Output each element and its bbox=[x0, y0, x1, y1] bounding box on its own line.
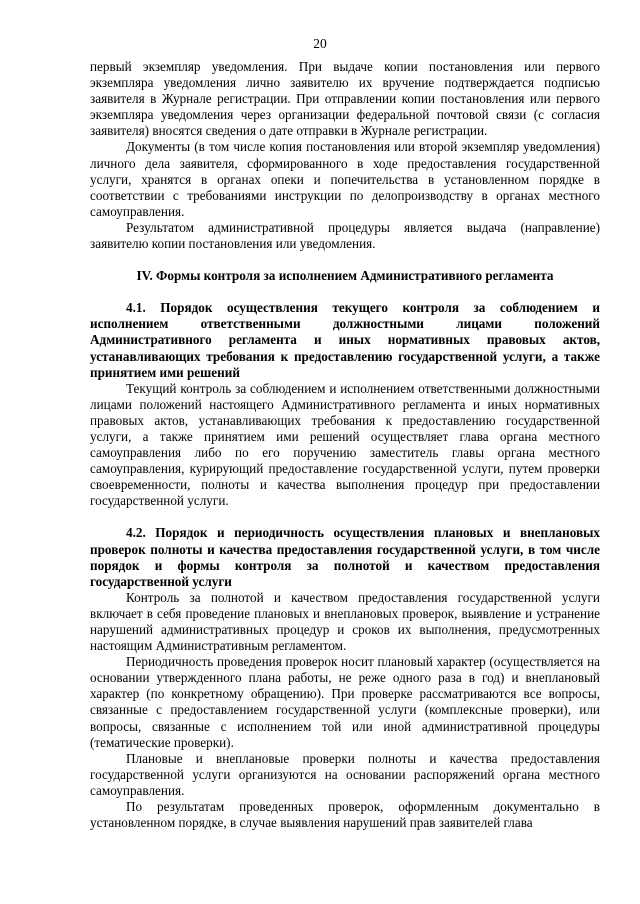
subsection-heading: 4.1. Порядок осуществления текущего контроля за соблюдением и исполнением ответственными должностными лицами положений Административного регламента и иных нормативных правовых актов, устанавливающих требования к предоставлению государственной услуги, а также принятием ими решений bbox=[90, 300, 600, 380]
paragraph: Текущий контроль за соблюдением и исполнением ответственными должностными лицами положений настоящего Административного регламента и иных нормативных правовых актов, устанавливающих требования к предоставлению государственной услуги, а также принятием ими решений осуществляет глава органа местного самоуправления либо по его поручению заместитель главы органа местного самоуправления, курирующий предоставление государственной услуги, путем проверки своевременности, полноты и качества выполнения процедур при предоставлении государственной услуги. bbox=[90, 380, 600, 509]
subsection-heading: 4.2. Порядок и периодичность осуществления плановых и внеплановых проверок полноты и качества предоставления государственной услуги, в том числе порядок и формы контроля за полнотой и качеством предоставления государственной услуги bbox=[90, 525, 600, 589]
paragraph: Плановые и внеплановые проверки полноты и качества предоставления государственной услуги организуются на основании распоряжений органа местного самоуправления. bbox=[90, 750, 600, 798]
paragraph: Результатом административной процедуры является выдача (направление) заявителю копии постановления или уведомления. bbox=[90, 219, 600, 252]
paragraph: Периодичность проведения проверок носит плановый характер (осуществляется на основании утвержденного плана работы, не реже одного раза в год) и внеплановый характер (по конкретному обращению). При проверке рассматриваются все вопросы, связанные с предоставлением государственной услуги (комплексные проверки), или вопросы, связанные с исполнением той или иной административной процедуры (тематические проверки). bbox=[90, 654, 600, 750]
spacer bbox=[90, 509, 600, 525]
document-body bbox=[90, 59, 600, 831]
paragraph: Документы (в том числе копия постановления или второй экземпляр уведомления) личного дела заявителя, сформированного в ходе предоставления государственной услуги, хранятся в органах опеки и попечительства в установленном порядке в соответствии с требованиями инструкции по делопроизводству в органах местного самоуправления. bbox=[90, 139, 600, 219]
spacer bbox=[90, 284, 600, 300]
paragraph: Контроль за полнотой и качеством предоставления государственной услуги включает в себя проведение плановых и внеплановых проверок, выявление и устранение нарушений административных процедур и сроков их выполнения, предусмотренных настоящим Административным регламентом. bbox=[90, 589, 600, 654]
page-number: 20 bbox=[313, 36, 327, 51]
spacer bbox=[90, 252, 600, 268]
section-heading: IV. Формы контроля за исполнением Административного регламента bbox=[136, 268, 554, 284]
paragraph: По результатам проведенных проверок, оформленным документально в установленном порядке, в случае выявления нарушений прав заявителей глава bbox=[90, 799, 600, 831]
paragraph: первый экземпляр уведомления. При выдаче копии постановления или первого экземпляра уведомления лично заявителю их вручение подтверждается подписью заявителя в Журнале регистрации. При отправлении копии постановления или первого экземпляра уведомления через организации федеральной почтовой связи (с согласия заявителя) вносятся сведения о дате отправки в Журнале регистрации. bbox=[90, 59, 600, 139]
